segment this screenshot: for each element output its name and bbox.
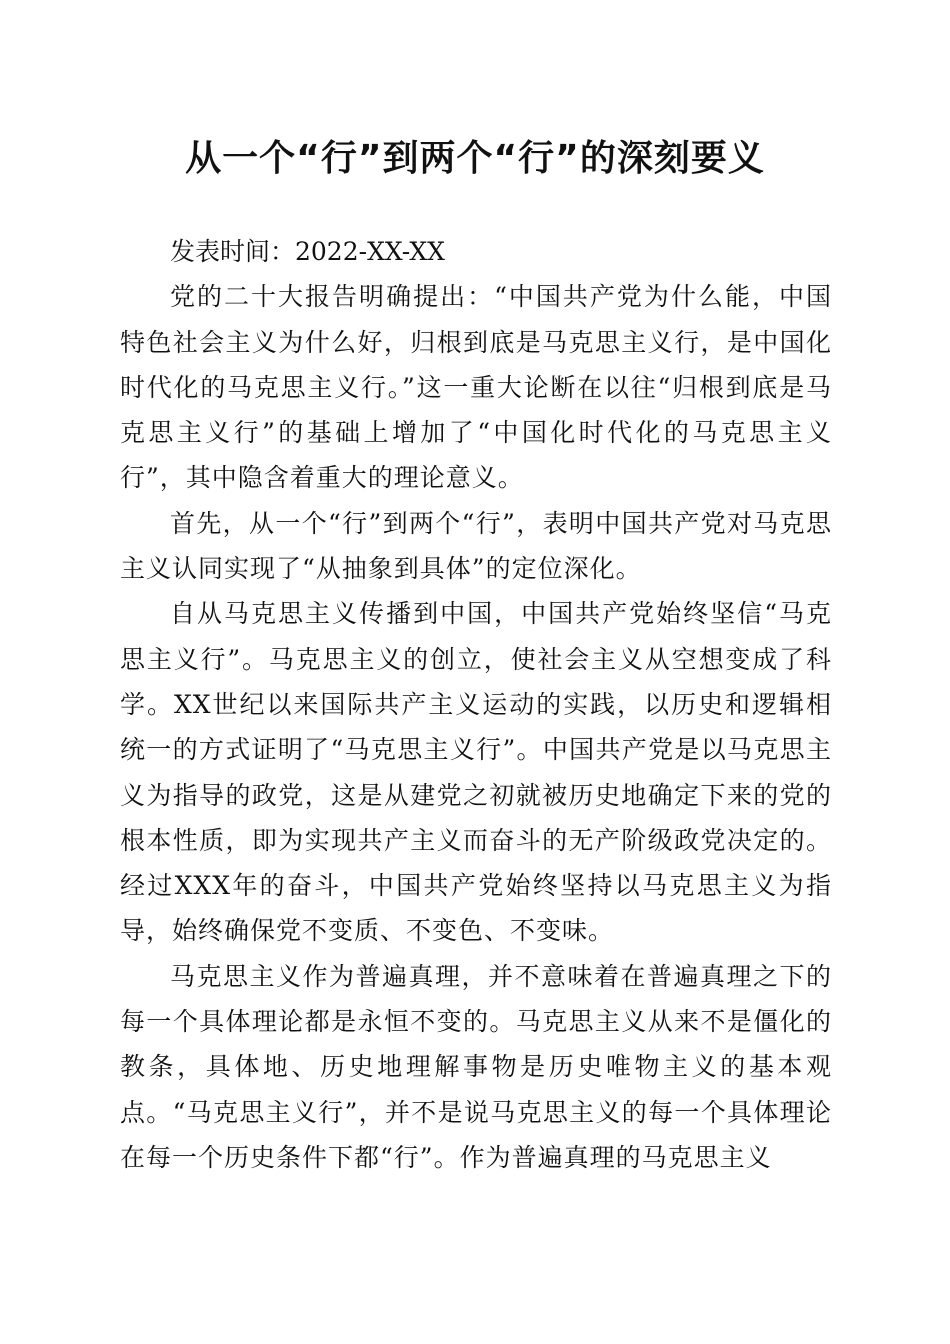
- paragraph: 首先，从一个“行”到两个“行”，表明中国共产党对马克思主义认同实现了“从抽象到具体”的定位深化。: [120, 508, 832, 584]
- paragraph: 自从马克思主义传播到中国，中国共产党始终坚信“马克思主义行”。马克思主义的创立，使社会主义从空想变成了科学。XX世纪以来国际共产主义运动的实践，以历史和逻辑相统一的方式证明了“马克思主义行”。中国共产党是以马克思主义为指导的政党，这是从建党之初就被历史地确定下来的党的根本性质，即为实现共产主义而奋斗的无产阶级政党决定的。经过XXX年的奋斗，中国共产党始终坚持以马克思主义为指导，始终确保党不变质、不变色、不变味。: [120, 599, 832, 946]
- paragraph: 马克思主义作为普遍真理，并不意味着在普遍真理之下的每一个具体理论都是永恒不变的。马克思主义从来不是僵化的教条，具体地、历史地理解事物是历史唯物主义的基本观点。“马克思主义行”，并不是说马克思主义的每一个具体理论在每一个历史条件下都“行”。作为普遍真理的马克思主义: [120, 961, 832, 1172]
- paragraph: 党的二十大报告明确提出：“中国共产党为什么能，中国特色社会主义为什么好，归根到底是马克思主义行，是中国化时代化的马克思主义行。”这一重大论断在以往“归根到底是马克思主义行”的基础上增加了“中国化时代化的马克思主义行”，其中隐含着重大的理论意义。: [120, 282, 832, 493]
- publish-date: 发表时间：2022-XX-XX: [170, 237, 445, 266]
- document-title: 从一个“行”到两个“行”的深刻要义: [185, 138, 765, 179]
- document-body: [120, 229, 832, 1180]
